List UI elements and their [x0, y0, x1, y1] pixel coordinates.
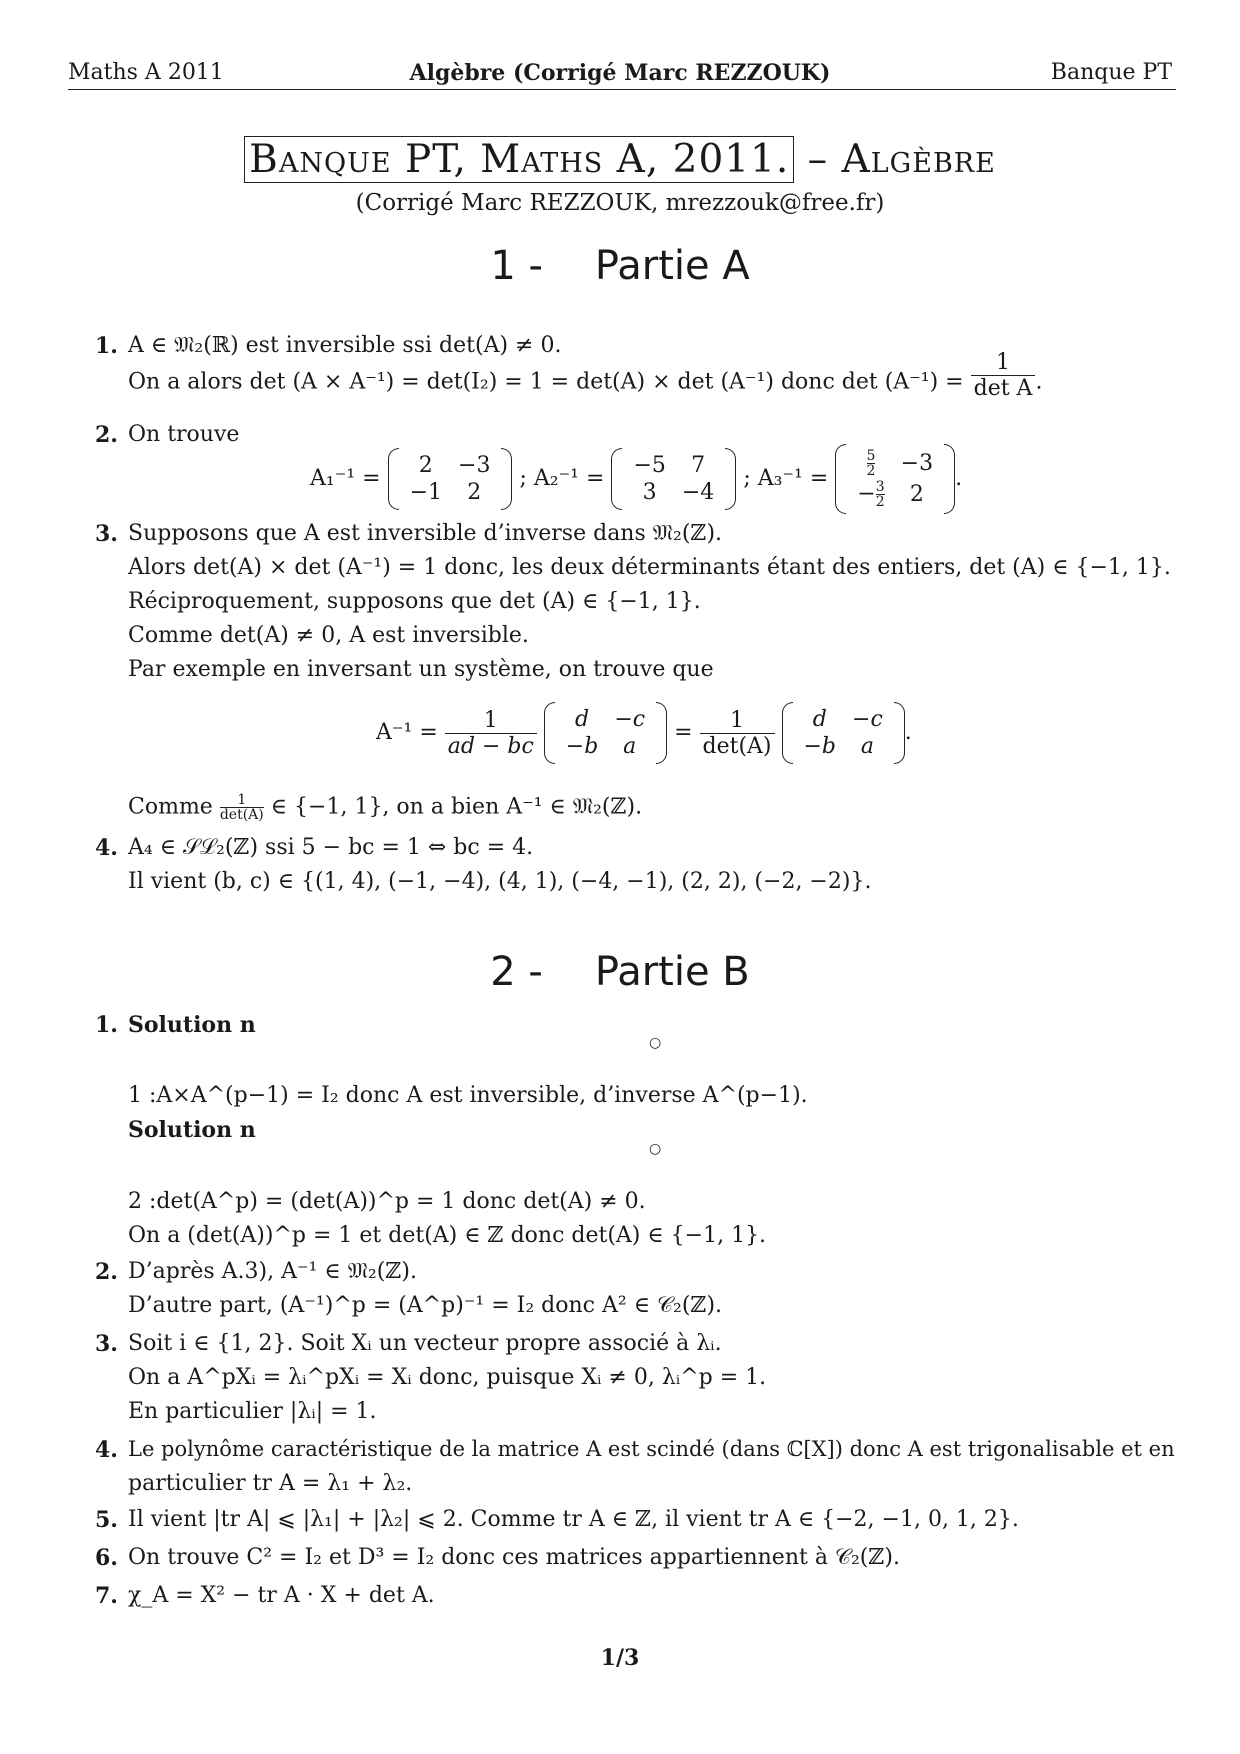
matrix-a3 [835, 448, 955, 510]
frac-den: 2 [875, 494, 885, 510]
header-left: Maths A 2011 [68, 60, 224, 85]
page-number: 1/3 [600, 1645, 640, 1671]
question-label: 2. [95, 1259, 118, 1285]
text-line: On trouve C² = I₂ et D³ = I₂ donc ces matrices appartiennent à 𝒞₂(ℤ). [128, 1545, 901, 1570]
sign: − [857, 481, 876, 507]
matrix-cell: −5 [633, 453, 666, 478]
small-fraction [876, 480, 885, 509]
fraction [700, 708, 775, 759]
matrix-cell: 2 [418, 453, 433, 478]
text-line: χ_A = X² − tr A · X + det A. [128, 1583, 435, 1608]
frac-den: ad − bc [445, 733, 537, 759]
question-label: 3. [95, 521, 118, 547]
question-label: 3. [95, 1331, 118, 1357]
frac-num: 1 [483, 707, 498, 733]
text-line: On a alors det (A × A⁻¹) = det(I₂) = 1 = det(A) × det (A⁻¹) donc det (A⁻¹) = $\frac{1}{\text{det A}}$ . [128, 350, 1043, 401]
title-rest: – Algèbre [794, 137, 996, 182]
text-line: Il vient |tr A| ⩽ |λ₁| + |λ₂| ⩽ 2. Comme tr A ∈ ℤ, il vient tr A ∈ {−2, −1, 0, 1, 2}. [128, 1507, 1019, 1532]
header-center: Algèbre (Corrigé Marc REZZOUK) [409, 60, 831, 86]
fraction [971, 350, 1036, 401]
frac-den: det(A) [219, 807, 264, 823]
document-title [0, 137, 1240, 182]
text-line: Il vient (b, c) ∈ {(1, 4), (−1, −4), (4, 1), (−4, −1), (2, 2), (−2, −2)}. [128, 869, 872, 894]
question-label: 4. [95, 1437, 118, 1463]
ring-mark: ○ [649, 1035, 662, 1051]
section-title-b [0, 949, 1240, 995]
question-label: 1. [95, 333, 118, 359]
formula-label: A⁻¹ = [376, 720, 438, 745]
matrix-cell: 7 [691, 453, 706, 478]
text-span: On a alors det (A × A⁻¹) = det(I₂) = 1 = det(A) × det (A⁻¹) donc det (A⁻¹) = [128, 369, 964, 395]
section-number: 1 - [490, 243, 543, 289]
matrix-cell: a [860, 734, 874, 759]
matrix-cell: 2 [467, 480, 482, 505]
text-line: particulier tr A = λ₁ + λ₂. [128, 1471, 413, 1496]
text-line: Le polynôme caractéristique de la matrice A est scindé (dans ℂ[X]) donc A est trigonalisable et en [128, 1437, 1175, 1461]
frac-den: det(A) [700, 733, 775, 759]
section-name: Partie B [594, 949, 750, 995]
matrix-adj [544, 706, 667, 760]
frac-num: 1 [237, 792, 247, 808]
matrix-cell: a [623, 734, 637, 759]
frac-num: 5 [866, 448, 876, 464]
matrix-cell: −b [803, 734, 837, 759]
matrix-cell: −1 [409, 480, 443, 505]
matrix-cell: −4 [681, 480, 715, 505]
text-line [128, 793, 642, 822]
header-rule [68, 89, 1176, 90]
text-line: Soit i ∈ {1, 2}. Soit Xᵢ un vecteur propre associé à λᵢ. [128, 1331, 722, 1356]
small-fraction [867, 449, 876, 478]
text-line: D’après A.3), A⁻¹ ∈ 𝔐₂(ℤ). [128, 1259, 417, 1284]
text-line: 2 :det(A^p) = (det(A))^p = 1 donc det(A) ≠ 0. [128, 1189, 646, 1214]
solution-title: Solution n [128, 1117, 256, 1143]
inverse-matrices: A₁⁻¹ = 2 −3 −1 2 ; A₂⁻¹ = −5 7 3 −4 ; A₃⁻¹ = $\frac{5}{2}$ −3 − $\frac{3}{2}$ 2 . [310, 448, 963, 510]
matrix-cell: 2 [909, 482, 924, 507]
matrix-label: A₁⁻¹ = [310, 466, 381, 491]
frac-den: 2 [866, 463, 876, 479]
fraction [445, 708, 537, 759]
question-label: 2. [95, 422, 118, 448]
question-label: 6. [95, 1545, 118, 1571]
section-number: 2 - [490, 949, 543, 995]
matrix-cell: −3 [900, 451, 934, 476]
matrix-label: ; A₃⁻¹ = [743, 466, 829, 491]
text-line: D’autre part, (A⁻¹)^p = (A^p)⁻¹ = I₂ donc A² ∈ 𝒞₂(ℤ). [128, 1293, 723, 1318]
text-line: 1 :A×A^(p−1) = I₂ donc A est inversible, d’inverse A^(p−1). [128, 1083, 808, 1108]
question-label: 5. [95, 1507, 118, 1533]
text-line: Alors det(A) × det (A⁻¹) = 1 donc, les deux déterminants étant des entiers, det (A) ∈ {−1, 1}. [128, 555, 1171, 580]
text-line: On a A^pXᵢ = λᵢ^pXᵢ = Xᵢ donc, puisque Xᵢ ≠ 0, λᵢ^p = 1. [128, 1365, 767, 1390]
matrix-adj [782, 706, 905, 760]
ring-mark: ○ [649, 1141, 662, 1157]
text-line: A₄ ∈ 𝒮ℒ₂(ℤ) ssi 5 − bc = 1 ⇔ bc = 4. [128, 835, 534, 860]
section-title-a [0, 243, 1240, 289]
frac-den: det A [971, 375, 1036, 401]
text-line: Comme det(A) ≠ 0, A est inversible. [128, 623, 529, 648]
text-line: En particulier |λᵢ| = 1. [128, 1399, 377, 1424]
matrix-cell: d [575, 707, 590, 732]
text-line: On trouve [128, 422, 240, 447]
matrix-a2 [611, 452, 736, 506]
text-line: A ∈ 𝔐₂(ℝ) est inversible ssi det(A) ≠ 0. [128, 333, 562, 358]
text-span: Comme [128, 794, 213, 820]
text-span: ∈ {−1, 1}, on a bien A⁻¹ ∈ 𝔐₂(ℤ). [270, 794, 643, 820]
matrix-cell: 3 [642, 480, 657, 505]
frac-num: 3 [875, 479, 885, 495]
matrix-label: ; A₂⁻¹ = [519, 466, 605, 491]
question-label: 7. [95, 1583, 118, 1609]
matrix-cell: −b [565, 734, 599, 759]
subtitle: (Corrigé Marc REZZOUK, mrezzouk@free.fr) [355, 190, 885, 216]
text-line: On a (det(A))^p = 1 et det(A) ∈ ℤ donc det(A) ∈ {−1, 1}. [128, 1223, 767, 1248]
frac-num: 1 [730, 707, 744, 733]
question-label: 4. [95, 835, 118, 861]
inverse-formula: A⁻¹ = $\frac{1}{ad - bc}$ d −c −b a = $\frac{1}{\det(A)}$ d −c −b a . [376, 707, 912, 759]
matrix-a1 [388, 452, 513, 506]
title-boxed: Banque PT, Maths A, 2011. [244, 136, 794, 183]
text-line: Supposons que A est inversible d’inverse dans 𝔐₂(ℤ). [128, 521, 723, 546]
solution-title: Solution n [128, 1012, 256, 1038]
frac-num: 1 [996, 350, 1011, 375]
header-right: Banque PT [1050, 60, 1172, 85]
matrix-cell: d [812, 707, 827, 732]
matrix-cell: −c [614, 707, 646, 732]
matrix-cell: −c [852, 707, 883, 732]
text-line: Par exemple en inversant un système, on trouve que [128, 657, 714, 682]
small-fraction [220, 793, 264, 822]
text-line: Réciproquement, supposons que det (A) ∈ {−1, 1}. [128, 589, 701, 614]
question-label: 1. [95, 1012, 118, 1038]
section-name: Partie A [594, 243, 750, 289]
matrix-cell: −3 [458, 453, 491, 478]
